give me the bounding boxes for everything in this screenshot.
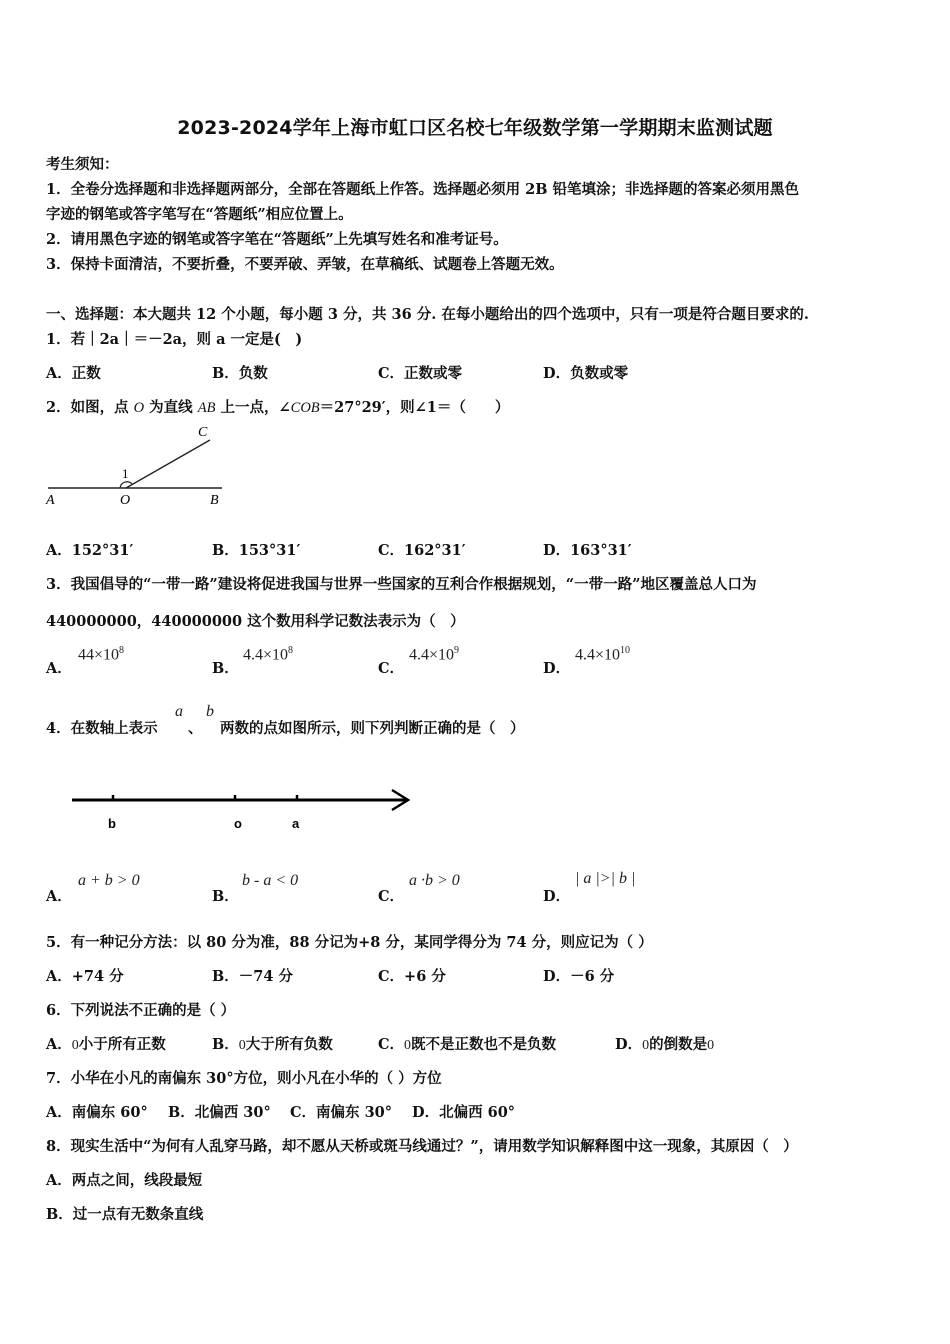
q5-stem: 5．有一种记分方法：以 80 分为准，88 分记为+8 分，某同学得分为 74 分，则应记为（ ） <box>46 934 653 951</box>
q8-option-a: A．两点之间，线段最短 <box>46 1172 203 1189</box>
q7-option-a: A．南偏东 60° <box>46 1104 148 1121</box>
ray-oc <box>126 440 210 488</box>
q1-option-b: B．负数 <box>212 365 268 382</box>
q7-option-b: B．北偏西 30° <box>168 1104 271 1121</box>
axis-label-o: o <box>234 816 242 831</box>
q5-option-d: D．－6 分 <box>543 968 615 985</box>
q4-option-c-letter: C． <box>378 888 405 905</box>
q5-option-c: C．+6 分 <box>378 968 446 985</box>
q4-separator: 、 <box>188 720 203 737</box>
q3-option-b-expr: $4.4\times 10^8$ <box>243 645 294 664</box>
notice-item-1a: 1．全卷分选择题和非选择题两部分，全部在答题纸上作答。选择题必须用 2B 铅笔填涂；非选择题的答案必须用黑色 <box>46 181 800 198</box>
q2-option-c: C．162°31′ <box>378 542 466 559</box>
point-b-label: B <box>210 493 219 508</box>
q6-option-a: A．0小于所有正数 <box>46 1036 166 1053</box>
axis-label-b: b <box>108 816 116 831</box>
notice-heading: 考生须知： <box>46 156 119 173</box>
q4-option-c-expr: a ·b > 0 <box>409 872 460 889</box>
q8-option-b: B．过一点有无数条直线 <box>46 1206 204 1223</box>
q3-option-d-expr: $4.4\times 10^{10}$ <box>575 645 631 664</box>
notice-item-2: 2．请用黑色字迹的钢笔或答字笔在“答题纸”上先填写姓名和准考证号。 <box>46 231 508 248</box>
q1-option-a: A．正数 <box>46 365 101 382</box>
q4-var-a: a <box>175 703 183 720</box>
q3-stem-line2: 440000000，440000000 这个数用科学记数法表示为（ ） <box>46 613 465 630</box>
q2-angle-figure <box>40 418 240 513</box>
q7-stem: 7．小华在小凡的南偏东 30°方位，则小凡在小华的（ ）方位 <box>46 1070 442 1087</box>
notice-item-1b: 字迹的钢笔或答字笔写在“答题纸”相应位置上。 <box>46 206 353 223</box>
q6-option-b: B．0大于所有负数 <box>212 1036 333 1053</box>
q4-option-d-letter: D． <box>543 888 571 905</box>
q4-option-a-expr: a + b > 0 <box>78 872 140 889</box>
q5-option-b: B．－74 分 <box>212 968 293 985</box>
q3-option-c-letter: C． <box>378 660 405 677</box>
q3-option-c-expr: $4.4\times 10^9$ <box>409 645 460 664</box>
q2-option-b: B．153°31′ <box>212 542 301 559</box>
q4-var-b: b <box>206 703 214 720</box>
q1-option-d: D．负数或零 <box>543 365 629 382</box>
q3-stem-line1: 3．我国倡导的“一带一路”建设将促进我国与世界一些国家的互利合作根据规划，“一带一路”地区覆盖总人口为 <box>46 576 757 593</box>
q3-option-a-letter: A． <box>46 660 72 677</box>
q2-option-a: A．152°31′ <box>46 542 134 559</box>
q8-stem: 8．现实生活中“为何有人乱穿马路，却不愿从天桥或斑马线通过？”，请用数学知识解释图中这一现象，其原因（ ） <box>46 1138 798 1155</box>
section-heading: 一、选择题：本大题共 12 个小题，每小题 3 分，共 36 分. 在每小题给出的四个选项中，只有一项是符合题目要求的. <box>46 306 809 323</box>
q6-option-c: C．0既不是正数也不是负数 <box>378 1036 557 1053</box>
q2-option-d: D．163°31′ <box>543 542 632 559</box>
q4-stem-start: 4．在数轴上表示 <box>46 720 158 737</box>
notice-item-3: 3．保持卡面清洁，不要折叠，不要弄破、弄皱，在草稿纸、试题卷上答题无效。 <box>46 256 564 273</box>
q5-option-a: A．+74 分 <box>46 968 124 985</box>
q6-option-d: D．0的倒数是0 <box>615 1036 715 1053</box>
page-title: 2023-2024学年上海市虹口区名校七年级数学第一学期期末监测试题 <box>177 117 773 139</box>
q4-option-d-expr: | a |>| b | <box>575 870 636 887</box>
q4-number-line <box>66 784 422 834</box>
q7-option-d: D．北偏西 60° <box>412 1104 516 1121</box>
point-o-label: O <box>120 493 131 508</box>
q3-option-a-expr: $44\times 10^8$ <box>78 645 125 664</box>
q3-option-b-letter: B． <box>212 660 239 677</box>
q4-option-b-expr: b - a < 0 <box>242 872 299 889</box>
q2-stem: 2．如图，点 O 为直线 AB 上一点，∠COB＝27°29′，则∠1＝（ ） <box>46 399 510 416</box>
q1-stem: 1．若｜2a｜＝－2a，则 a 一定是( ) <box>46 331 303 348</box>
q4-option-b-letter: B． <box>212 888 239 905</box>
q7-option-c: C．南偏东 30° <box>290 1104 393 1121</box>
q3-option-d-letter: D． <box>543 660 571 677</box>
point-c-label: C <box>198 425 208 440</box>
axis-label-a: a <box>292 816 300 831</box>
point-a-label: A <box>46 493 55 508</box>
angle-1-label: 1 <box>122 466 129 481</box>
q1-option-c: C．正数或零 <box>378 365 463 382</box>
q6-stem: 6．下列说法不正确的是（ ） <box>46 1002 236 1019</box>
q4-stem-end: 两数的点如图所示，则下列判断正确的是（ ） <box>220 720 525 737</box>
q4-option-a-letter: A． <box>46 888 72 905</box>
